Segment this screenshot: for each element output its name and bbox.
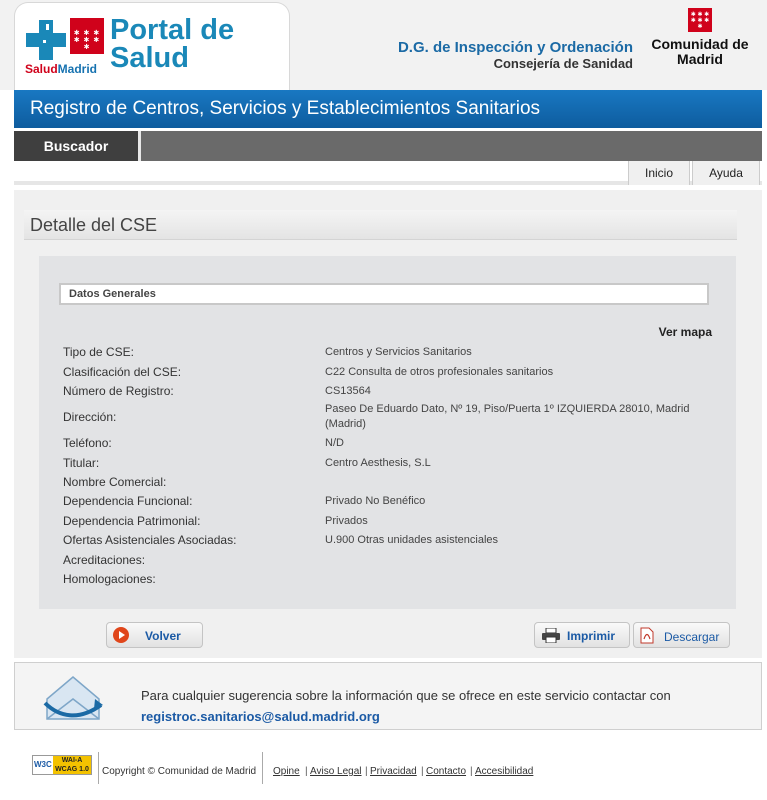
datos-generales-header xyxy=(59,283,709,305)
salud-madrid-brand xyxy=(25,62,97,76)
footer-divider xyxy=(262,752,263,784)
main-content xyxy=(14,190,762,658)
footer-link-divider: | xyxy=(365,766,368,777)
accesibilidad-link[interactable]: Accesibilidad xyxy=(475,766,534,777)
field-value-dep-funcional: Privado No Benéfico xyxy=(325,495,426,507)
field-label-dep-patrimonial: Dependencia Patrimonial: xyxy=(63,514,201,528)
envelope-icon xyxy=(39,669,107,725)
field-label-dep-funcional: Dependencia Funcional: xyxy=(63,494,193,508)
page-title: Detalle del CSE xyxy=(30,215,158,235)
field-value-titular: Centro Aesthesis, S.L xyxy=(325,457,431,469)
field-label-homologaciones: Homologaciones: xyxy=(63,572,156,586)
title-bar xyxy=(14,90,762,128)
imprimir-label: Imprimir xyxy=(567,629,616,643)
play-arrow-icon xyxy=(113,627,129,643)
ayuda-link[interactable]: Ayuda xyxy=(692,161,760,185)
footer-link-divider: | xyxy=(305,766,308,777)
pdf-icon xyxy=(640,627,654,644)
brand-madrid: Madrid xyxy=(57,62,98,76)
wcag-label: WCAG 1.0 xyxy=(55,766,89,773)
dg-title: D.G. de Inspección y Ordenación xyxy=(397,39,633,56)
field-value-registro: CS13564 xyxy=(325,385,371,397)
contact-text: Para cualquier sugerencia sobre la información que se ofrece en este servicio contactar con xyxy=(141,688,671,703)
w3c-wai-badge[interactable] xyxy=(32,755,92,775)
comunidad-madrid-logo[interactable]: Comunidad de Madrid xyxy=(651,36,749,67)
field-label-registro: Número de Registro: xyxy=(63,384,174,398)
field-value-ofertas: U.900 Otras unidades asistenciales xyxy=(325,534,499,546)
ver-mapa-link[interactable]: Ver mapa xyxy=(658,325,712,339)
contact-box xyxy=(14,662,762,730)
inicio-link[interactable]: Inicio xyxy=(628,161,690,185)
field-label-direccion: Dirección: xyxy=(63,410,117,424)
contact-email-link[interactable]: registroc.sanitarios@salud.madrid.org xyxy=(141,709,380,724)
privacidad-link[interactable]: Privacidad xyxy=(370,766,417,777)
copyright-text: Copyright © Comunidad de Madrid xyxy=(102,766,257,777)
field-value-direccion: Paseo De Eduardo Dato, Nº 19, Piso/Puerta 1º IZQUIERDA 28010, Madrid (Madrid) xyxy=(325,403,690,430)
field-label-ofertas: Ofertas Asistenciales Asociadas: xyxy=(63,533,237,547)
field-value-tipo: Centros y Servicios Sanitarios xyxy=(325,346,472,358)
field-value-clasificacion: C22 Consulta de otros profesionales sanitarios xyxy=(325,366,554,378)
nav-bar xyxy=(14,131,762,161)
portal-title[interactable]: Portal de Salud xyxy=(110,14,235,74)
brand-salud: Salud xyxy=(25,62,58,76)
comunidad-flag-stars: ✱ ✱ ✱ ✱ ✱ ✱ ✱ xyxy=(690,12,710,30)
volver-button[interactable] xyxy=(106,622,203,648)
details-panel xyxy=(39,256,736,609)
footer-divider xyxy=(98,752,99,784)
field-label-acreditaciones: Acreditaciones: xyxy=(63,553,146,567)
consejeria-title: Consejería de Sanidad xyxy=(493,56,633,71)
field-label-titular: Titular: xyxy=(63,456,100,470)
printer-icon xyxy=(541,628,561,643)
imprimir-button[interactable] xyxy=(534,622,630,648)
footer-link-divider: | xyxy=(421,766,424,777)
wai-label: WAI-A xyxy=(61,757,83,764)
descargar-button[interactable] xyxy=(633,622,730,648)
health-cross-icon xyxy=(26,18,66,62)
field-value-telefono: N/D xyxy=(325,437,344,449)
w3c-logo: W3C xyxy=(34,760,52,769)
header xyxy=(0,0,767,90)
sub-nav-bar xyxy=(14,161,762,185)
field-label-nombre-comercial: Nombre Comercial: xyxy=(63,475,167,489)
wai-badge xyxy=(53,756,91,774)
flag-stars: ✱ ✱ ✱ ✱ ✱ ✱ ✱ xyxy=(73,30,101,51)
volver-label: Volver xyxy=(145,629,181,643)
field-label-telefono: Teléfono: xyxy=(63,436,112,450)
tab-buscador[interactable]: Buscador xyxy=(14,131,138,161)
field-value-dep-patrimonial: Privados xyxy=(325,515,368,527)
footer xyxy=(14,750,762,790)
datos-generales-label: Datos Generales xyxy=(69,288,156,300)
field-label-clasificacion: Clasificación del CSE: xyxy=(63,365,182,379)
opine-link[interactable]: Opine xyxy=(273,766,300,777)
contacto-link[interactable]: Contacto xyxy=(426,766,467,777)
descargar-label: Descargar xyxy=(664,630,720,644)
aviso-legal-link[interactable]: Aviso Legal xyxy=(310,766,362,777)
nav-divider xyxy=(138,131,141,161)
footer-link-divider: | xyxy=(470,766,473,777)
app-title: Registro de Centros, Servicios y Establecimientos Sanitarios xyxy=(30,98,541,119)
section-header xyxy=(24,210,737,240)
field-label-tipo: Tipo de CSE: xyxy=(63,345,134,359)
